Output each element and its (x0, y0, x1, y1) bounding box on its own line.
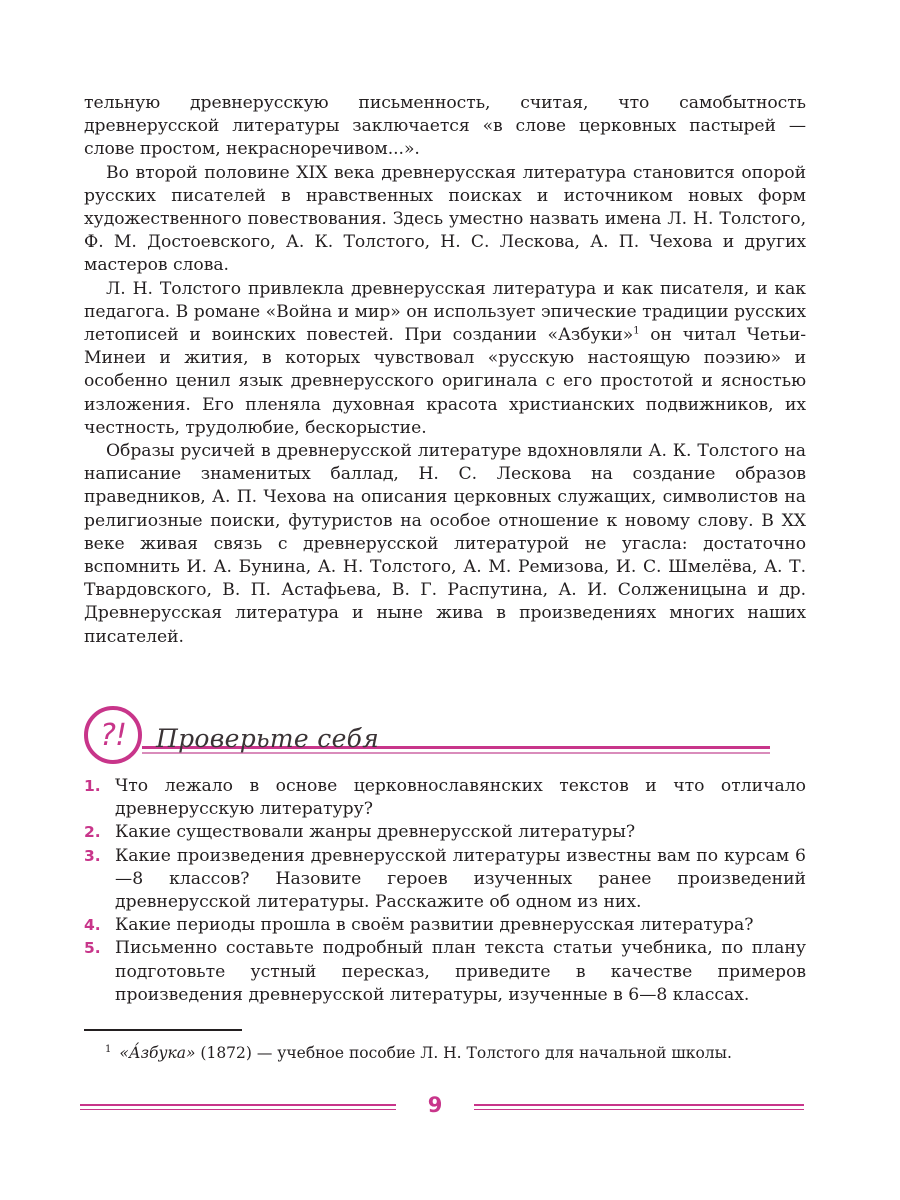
question-text: Какие периоды прошла в своём развитии древнерусская литература? (115, 915, 754, 936)
footer-bar-left (80, 1104, 396, 1110)
question-text: Что лежало в основе церковнославянских текстов и что отличало древнерусскую литературу? (115, 776, 806, 820)
question-list (84, 775, 806, 1007)
question-exclamation-icon: ?! (84, 706, 142, 764)
paragraph-3-end: он читал Четьи-Минеи и жития, в которых чувствовал «русскую настоящую поэзию» и особенно ценил язык древнерусского оригинала с его простотой и ясностью изложения. Его пленяла духовная красота христианских подвижников, их честность, трудолюбие, бескорыстие. (84, 325, 806, 438)
list-item (84, 821, 806, 844)
question-number: 5. (84, 939, 101, 958)
footnote-ref[interactable]: 1 (633, 325, 640, 337)
list-item (84, 914, 806, 937)
question-number: 2. (84, 823, 101, 842)
question-number: 4. (84, 916, 101, 935)
paragraph-3-start: Л. Н. Толстого привлекла древнерусская литература и как писателя, и как педагога. В романе «Война и мир» он использует эпические традиции русских летописей и воинских повестей. При создании «Азбуки» (84, 278, 806, 346)
list-item (84, 845, 806, 915)
list-item (84, 775, 806, 821)
paragraph-3 (84, 278, 806, 440)
footnote (105, 1040, 732, 1063)
paragraph-2: Во второй половине XIX века древнерусская литература становится опорой русских писателей в нравственных поисках и источником новых форм художественного повествования. Здесь уместно назвать имена Л. Н. Толстого, Ф. М. Достоевского, А. К. Толстого, Н. С. Лескова, А. П. Чехова и других мастеров слова. (84, 162, 806, 276)
footnote-marker: 1 (105, 1044, 112, 1055)
question-number: 3. (84, 846, 101, 865)
page-number: 9 (427, 1093, 443, 1117)
footnote-divider (84, 1029, 242, 1031)
footnote-title: «А́збука» (119, 1044, 196, 1063)
footnote-text: (1872) — учебное пособие Л. Н. Толстого для начальной школы. (195, 1044, 732, 1063)
paragraph-1: тельную древнерусскую письменность, считая, что самобытность древнерусской литературы заключается «в слове церковных пастырей — слове простом, некрасноречивом...». (84, 93, 806, 160)
self-check-header (84, 706, 806, 772)
self-check-title: Проверьте себя (156, 724, 380, 753)
question-number: 1. (84, 777, 101, 795)
list-item (84, 937, 806, 1007)
paragraph-4: Образы русичей в древнерусской литературе вдохновляли А. К. Толстого на написание знаменитых баллад, Н. С. Лескова на создание образов праведников, А. П. Чехова на описания церковных служащих, символистов на религиозные поиски, футуристов на особое отношение к новому слову. В XX веке живая связь с древнерусской литературой не угасла: достаточно вспомнить И. А. Бунина, А. Н. Толстого, А. М. Ремизова, И. С. Шмелёва, А. Т. Твардовского, В. П. Астафьева, В. Г. Распутина, А. И. Солженицына и др. Древнерусская литература и ныне жива в произведениях многих наших писателей. (84, 441, 806, 647)
question-text: Какие произведения древнерусской литературы известны вам по курсам 6—8 классов? Назовите героев изученных ранее произведений древнерусской литературы. Расскажите об одном из них. (115, 845, 806, 913)
question-text: Письменно составьте подробный план текста статьи учебника, по плану подготовьте устный пересказ, приведите в качестве примеров произведения древнерусской литературы, изученные в 6—8 классах. (115, 938, 806, 1005)
footer-bar-right (474, 1104, 804, 1110)
question-text: Какие существовали жанры древнерусской литературы? (115, 822, 636, 843)
main-text (84, 92, 806, 649)
